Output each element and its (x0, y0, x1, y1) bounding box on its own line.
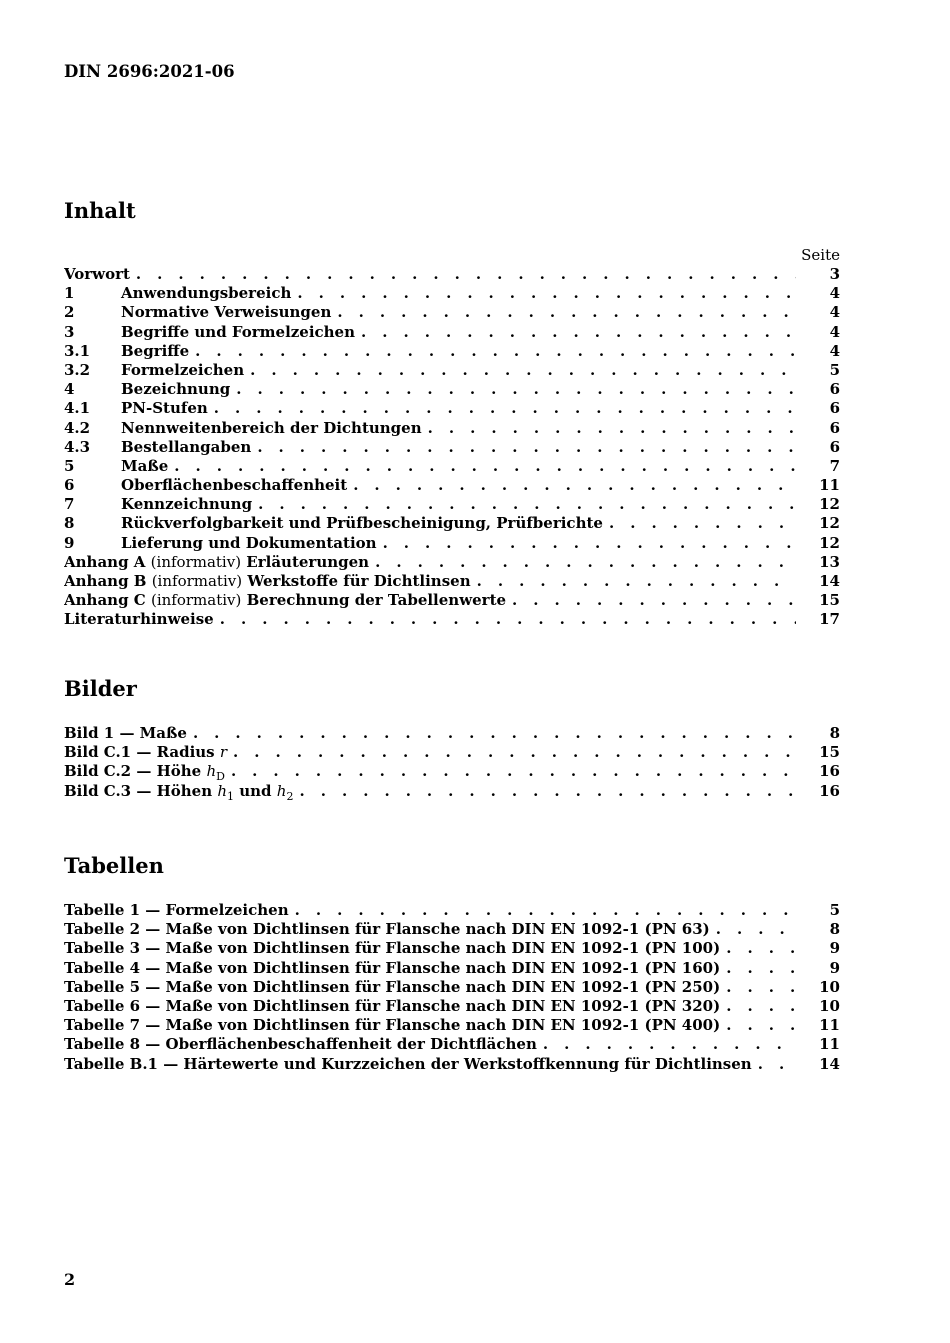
entry-title: Maße (121, 456, 169, 475)
dot-leader (428, 419, 796, 438)
page-ref: 8 (829, 920, 840, 939)
entry-label (121, 361, 244, 380)
dot-leader (236, 380, 796, 399)
math-symbol: h (217, 781, 228, 800)
table-title: Tabelle 4 — Maße von Dichtlinsen für Flansche nach DIN EN 1092-1 (PN 160) (64, 958, 721, 977)
entry-label (121, 380, 230, 399)
math-subscript: D (216, 770, 225, 782)
table-title: Tabelle 8 — Oberflächenbeschaffenheit der Dichtflächen (64, 1035, 537, 1054)
contents-title: Inhalt (64, 198, 136, 223)
page-ref: 12 (819, 514, 840, 533)
figure-title: Bild C.1 — Radius (64, 743, 215, 762)
entry-label (121, 284, 291, 303)
table-title: Tabelle 5 — Maße von Dichtlinsen für Flansche nach DIN EN 1092-1 (PN 250) (64, 977, 721, 996)
dot-leader (257, 438, 796, 457)
entry-title: Nennweitenbereich der Dichtungen (121, 418, 422, 437)
dot-leader (726, 978, 796, 997)
entry-label (64, 743, 227, 762)
entry-title: Rückverfolgbarkeit und Prüfbescheinigung, Prüfberichte (121, 514, 603, 533)
informative-tag: (informativ) (150, 591, 242, 610)
entry-prefix: Anhang A (64, 552, 146, 571)
dot-leader (353, 476, 796, 495)
page-ref: 6 (829, 380, 840, 399)
page-ref: 11 (819, 1016, 840, 1035)
informative-tag: (informativ) (150, 552, 242, 571)
entry-title: Berechnung der Tabellenwerte (246, 591, 507, 610)
dot-leader (250, 361, 796, 380)
entry-label (64, 762, 225, 781)
table-entry[interactable] (64, 978, 840, 997)
dot-leader (758, 1055, 796, 1074)
entry-label (64, 591, 506, 610)
math-subscript: 1 (227, 789, 235, 801)
dot-leader (220, 610, 796, 629)
entry-title: Lieferung und Dokumentation (121, 533, 377, 552)
page-ref: 9 (829, 958, 840, 977)
toc-entry[interactable] (64, 361, 840, 380)
dot-leader (297, 284, 796, 303)
dot-leader (726, 1016, 796, 1035)
dot-leader (716, 920, 796, 939)
dot-leader (726, 939, 796, 958)
math-symbol: r (219, 743, 228, 762)
toc-entry[interactable] (64, 457, 840, 476)
toc-entry[interactable] (64, 265, 840, 284)
page-ref: 13 (819, 552, 840, 571)
toc-entry[interactable] (64, 342, 840, 361)
dot-leader (383, 534, 796, 553)
page-ref: 14 (819, 1054, 840, 1073)
table-title: Tabelle B.1 — Härtewerte und Kurzzeichen der Werkstoffkennung für Dichtlinsen (64, 1054, 752, 1073)
entry-title: Bezeichnung (121, 380, 231, 399)
figure-title: Bild 1 — Maße (64, 724, 187, 742)
figure-entry[interactable] (64, 762, 840, 781)
informative-tag: (informativ) (151, 572, 243, 590)
entry-label (121, 419, 422, 438)
toc-entry[interactable] (64, 323, 840, 342)
section-number: 1 (64, 284, 75, 303)
toc-entry[interactable] (64, 534, 840, 553)
section-number: 6 (64, 476, 75, 495)
toc-entry[interactable] (64, 419, 840, 438)
math-subscript: 2 (286, 789, 294, 801)
section-number: 4 (64, 380, 75, 399)
section-number: 3.1 (64, 341, 91, 360)
figures-title: Bilder (64, 676, 137, 701)
table-entry[interactable] (64, 939, 840, 958)
page-ref: 10 (819, 996, 840, 1015)
contents-list (64, 265, 840, 630)
dot-leader (375, 553, 796, 572)
entry-title: Erläuterungen (246, 552, 370, 571)
page-ref: 5 (829, 901, 840, 919)
table-title: Tabelle 1 — Formelzeichen (64, 901, 289, 919)
dot-leader (477, 572, 796, 591)
conjunction: und (239, 781, 272, 800)
section-number: 4.1 (64, 399, 91, 418)
entry-prefix: Anhang C (64, 591, 146, 610)
entry-label (121, 476, 347, 495)
dot-leader (543, 1035, 796, 1054)
entry-title: Begriffe (121, 341, 190, 360)
section-number: 2 (64, 303, 75, 322)
page-ref: 11 (819, 476, 840, 495)
dot-leader (193, 724, 796, 743)
toc-entry[interactable] (64, 380, 840, 399)
entry-label (64, 572, 471, 591)
entry-label (121, 342, 189, 361)
page-ref: 6 (829, 437, 840, 456)
figure-entry[interactable] (64, 724, 840, 743)
toc-entry[interactable] (64, 438, 840, 457)
entry-title: Bestellangaben (121, 437, 252, 456)
toc-entry[interactable] (64, 610, 840, 629)
entry-label (121, 495, 252, 514)
dot-leader (195, 342, 796, 361)
page-ref: 7 (829, 456, 840, 475)
table-entry[interactable] (64, 959, 840, 978)
entry-title: Normative Verweisungen (121, 303, 332, 322)
entry-title: Formelzeichen (121, 360, 245, 379)
section-number: 7 (64, 495, 75, 514)
dot-leader (233, 743, 796, 762)
table-title: Tabelle 2 — Maße von Dichtlinsen für Flansche nach DIN EN 1092-1 (PN 63) (64, 920, 710, 939)
dot-leader (337, 303, 796, 322)
entry-prefix: Vorwort (64, 265, 130, 283)
entry-label (64, 782, 293, 801)
dot-leader (258, 495, 796, 514)
figure-title: Bild C.3 — Höhen (64, 781, 213, 800)
page-ref: 15 (819, 591, 840, 610)
entry-label (121, 457, 168, 476)
page-ref: 12 (819, 495, 840, 514)
section-number: 4.2 (64, 418, 91, 437)
toc-entry[interactable] (64, 476, 840, 495)
entry-label (121, 303, 331, 322)
toc-entry[interactable] (64, 553, 840, 572)
dot-leader (299, 782, 796, 801)
page-ref: 5 (829, 360, 840, 379)
entry-prefix: Literaturhinweise (64, 610, 214, 629)
table-entry[interactable] (64, 1016, 840, 1035)
table-title: Tabelle 7 — Maße von Dichtlinsen für Flansche nach DIN EN 1092-1 (PN 400) (64, 1016, 721, 1035)
entry-label (121, 514, 603, 533)
page-ref: 10 (819, 977, 840, 996)
section-number: 3 (64, 322, 75, 341)
entry-label (64, 553, 369, 572)
figure-title: Bild C.2 — Höhe (64, 762, 202, 781)
entry-title: PN-Stufen (121, 399, 208, 418)
toc-entry[interactable] (64, 303, 840, 322)
toc-entry[interactable] (64, 284, 840, 303)
page-ref: 15 (819, 743, 840, 762)
page-ref: 17 (819, 610, 840, 629)
toc-entry[interactable] (64, 495, 840, 514)
toc-entry[interactable] (64, 514, 840, 533)
entry-label (64, 724, 187, 743)
page-ref: 8 (829, 724, 840, 742)
entry-title: Anwendungsbereich (121, 284, 292, 303)
page-ref: 6 (829, 399, 840, 418)
table-entry[interactable] (64, 901, 840, 920)
dot-leader (361, 323, 796, 342)
page-ref: 4 (829, 341, 840, 360)
page-ref: 16 (819, 781, 840, 800)
table-entry[interactable] (64, 997, 840, 1016)
page-ref: 12 (819, 533, 840, 552)
entry-title: Oberflächenbeschaffenheit (121, 476, 348, 495)
page-number: 2 (64, 1270, 76, 1289)
tables-list (64, 901, 840, 1074)
entry-label (121, 438, 251, 457)
page-ref: 9 (829, 939, 840, 958)
table-entry[interactable] (64, 920, 840, 939)
page-ref: 6 (829, 418, 840, 437)
entry-title: Begriffe und Formelzeichen (121, 322, 356, 341)
page-ref: 4 (829, 284, 840, 303)
page-ref: 4 (829, 322, 840, 341)
entry-title: Kennzeichnung (121, 495, 253, 514)
dot-leader (295, 901, 796, 920)
tables-title: Tabellen (64, 853, 164, 878)
figure-entry[interactable] (64, 782, 840, 801)
section-number: 3.2 (64, 360, 91, 379)
entry-title: Werkstoffe für Dichtlinsen (247, 572, 471, 590)
page-ref: 11 (819, 1035, 840, 1054)
toc-entry[interactable] (64, 399, 840, 418)
dot-leader (214, 399, 796, 418)
dot-leader (726, 997, 796, 1016)
figures-list (64, 724, 840, 801)
dot-leader (136, 265, 796, 284)
entry-label (64, 610, 214, 629)
toc-entry[interactable] (64, 572, 840, 591)
dot-leader (512, 591, 796, 610)
math-symbol: h (276, 781, 287, 800)
table-title: Tabelle 6 — Maße von Dichtlinsen für Flansche nach DIN EN 1092-1 (PN 320) (64, 996, 721, 1015)
section-number: 4.3 (64, 437, 91, 456)
page-column-label: Seite (801, 246, 840, 264)
dot-leader (231, 762, 796, 781)
toc-entry[interactable] (64, 591, 840, 610)
section-number: 9 (64, 533, 75, 552)
table-title: Tabelle 3 — Maße von Dichtlinsen für Flansche nach DIN EN 1092-1 (PN 100) (64, 939, 721, 958)
page-ref: 16 (819, 762, 840, 781)
dot-leader (609, 514, 796, 533)
document-id: DIN 2696:2021-06 (64, 62, 235, 81)
dot-leader (174, 457, 796, 476)
page-ref: 3 (829, 265, 840, 283)
entry-label (121, 399, 208, 418)
page-ref: 4 (829, 303, 840, 322)
entry-prefix: Anhang B (64, 572, 147, 590)
table-entry[interactable] (64, 1055, 840, 1074)
math-symbol: h (206, 762, 217, 781)
entry-label (121, 323, 355, 342)
figure-entry[interactable] (64, 743, 840, 762)
table-entry[interactable] (64, 1035, 840, 1054)
page-ref: 14 (819, 572, 840, 590)
entry-label (64, 265, 130, 284)
entry-label (121, 534, 377, 553)
section-number: 8 (64, 514, 75, 533)
dot-leader (726, 959, 796, 978)
section-number: 5 (64, 456, 75, 475)
